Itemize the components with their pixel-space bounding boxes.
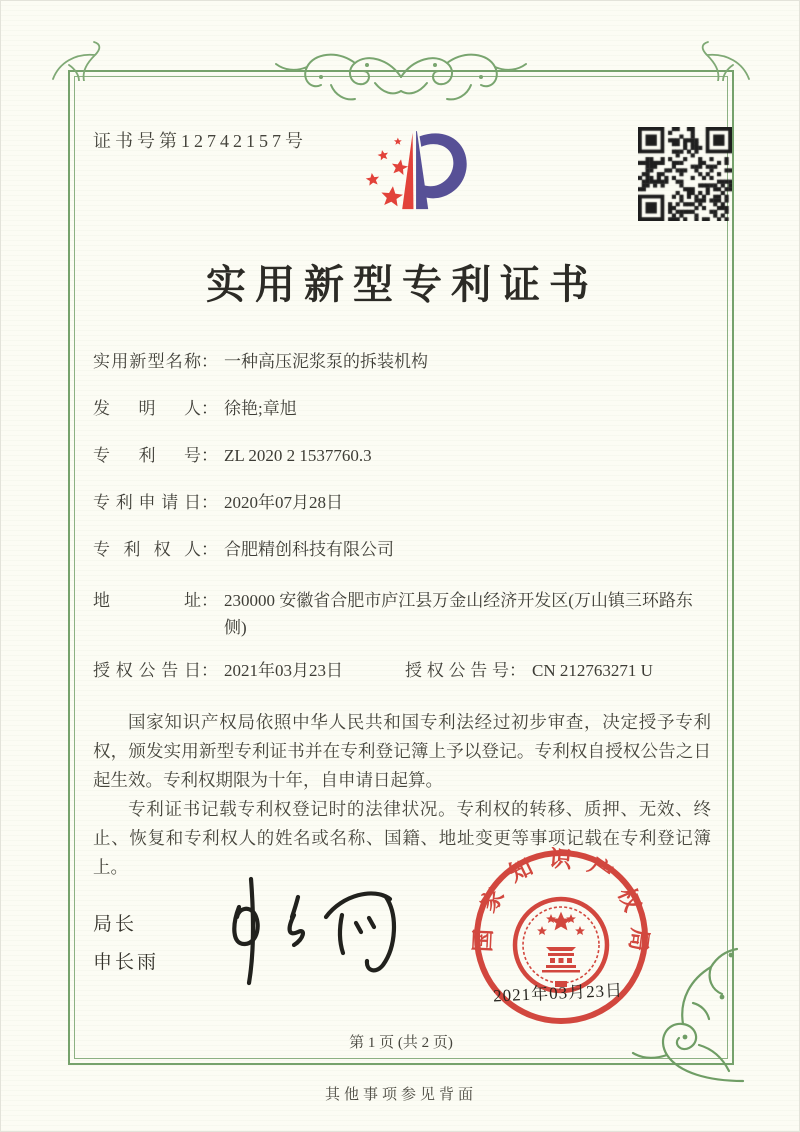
field-row-patentee bbox=[93, 540, 711, 560]
seal-date: 2021年03月23日 bbox=[492, 980, 624, 1006]
field-label: 专利申请日 bbox=[93, 493, 201, 512]
field-colon: ： bbox=[201, 540, 218, 559]
field-value: 徐艳;章旭 bbox=[224, 399, 297, 418]
field-value: 合肥精创科技有限公司 bbox=[224, 540, 394, 559]
field-row-inventor bbox=[93, 399, 711, 419]
field-group-grant-number bbox=[405, 661, 653, 681]
commissioner-title: 局长 bbox=[93, 914, 138, 935]
legal-paragraph-2: 专利证书记载专利权登记时的法律状况。专利权的转移、质押、无效、终止、恢复和专利权人的姓名或名称、国籍、地址变更等事项记载在专利登记簿上。 bbox=[93, 799, 711, 877]
field-label: 专利权人 bbox=[93, 540, 201, 559]
field-colon: ： bbox=[201, 399, 218, 418]
field-label: 授权公告号 bbox=[405, 661, 509, 680]
field-label: 实用新型名称 bbox=[93, 352, 201, 371]
top-center-ornament-icon bbox=[271, 41, 531, 107]
field-value: CN 212763271 U bbox=[532, 661, 653, 680]
field-value: 230000 安徽省合肥市庐江县万金山经济开发区(万山镇三环路东侧) bbox=[224, 591, 693, 637]
top-right-flourish-icon bbox=[699, 39, 753, 81]
field-label: 地址 bbox=[93, 591, 201, 610]
certificate-fields bbox=[93, 352, 711, 681]
field-colon: ： bbox=[201, 661, 218, 680]
back-side-note: 其他事项参见背面 bbox=[324, 1087, 477, 1103]
field-colon: ： bbox=[509, 661, 526, 680]
field-row-filing-date bbox=[93, 493, 711, 513]
certificate-content bbox=[93, 111, 711, 882]
field-row-patent-number bbox=[93, 446, 711, 466]
field-row-grant bbox=[93, 661, 711, 681]
top-left-flourish-icon bbox=[49, 39, 103, 81]
field-colon: ： bbox=[201, 591, 218, 610]
field-value: 一种高压泥浆泵的拆装机构 bbox=[224, 352, 428, 371]
certificate-header bbox=[93, 111, 711, 243]
field-label: 授权公告日 bbox=[93, 661, 201, 680]
field-colon: ： bbox=[201, 446, 218, 465]
field-colon: ： bbox=[201, 493, 218, 512]
seal-text: 国家知识产权局 bbox=[471, 847, 651, 967]
commissioner-signature-icon bbox=[206, 873, 421, 996]
field-colon: ： bbox=[201, 352, 218, 371]
field-row-utility-name bbox=[93, 352, 711, 372]
field-value: 2021年03月23日 bbox=[224, 661, 343, 680]
certificate-title: 实用新型专利证书 bbox=[206, 262, 598, 307]
cnipa-logo-icon bbox=[345, 115, 475, 232]
field-label: 专利号 bbox=[93, 446, 201, 465]
certificate-number: 证书号第12742157号 bbox=[93, 131, 307, 151]
field-value: ZL 2020 2 1537760.3 bbox=[224, 446, 372, 465]
field-row-address bbox=[93, 587, 711, 641]
commissioner-name: 申长雨 bbox=[93, 952, 160, 973]
legal-paragraph-1: 国家知识产权局依照中华人民共和国专利法经过初步审查，决定授予专利权，颁发实用新型专利证书并在专利登记簿上予以登记。专利权自授权公告之日起生效。专利权期限为十年，自申请日起算。 bbox=[93, 712, 711, 790]
qr-code bbox=[638, 127, 732, 226]
field-value: 2020年07月28日 bbox=[224, 493, 343, 512]
field-label: 发明人 bbox=[93, 399, 201, 418]
page-number: 第 1 页 (共 2 页) bbox=[349, 1035, 453, 1051]
